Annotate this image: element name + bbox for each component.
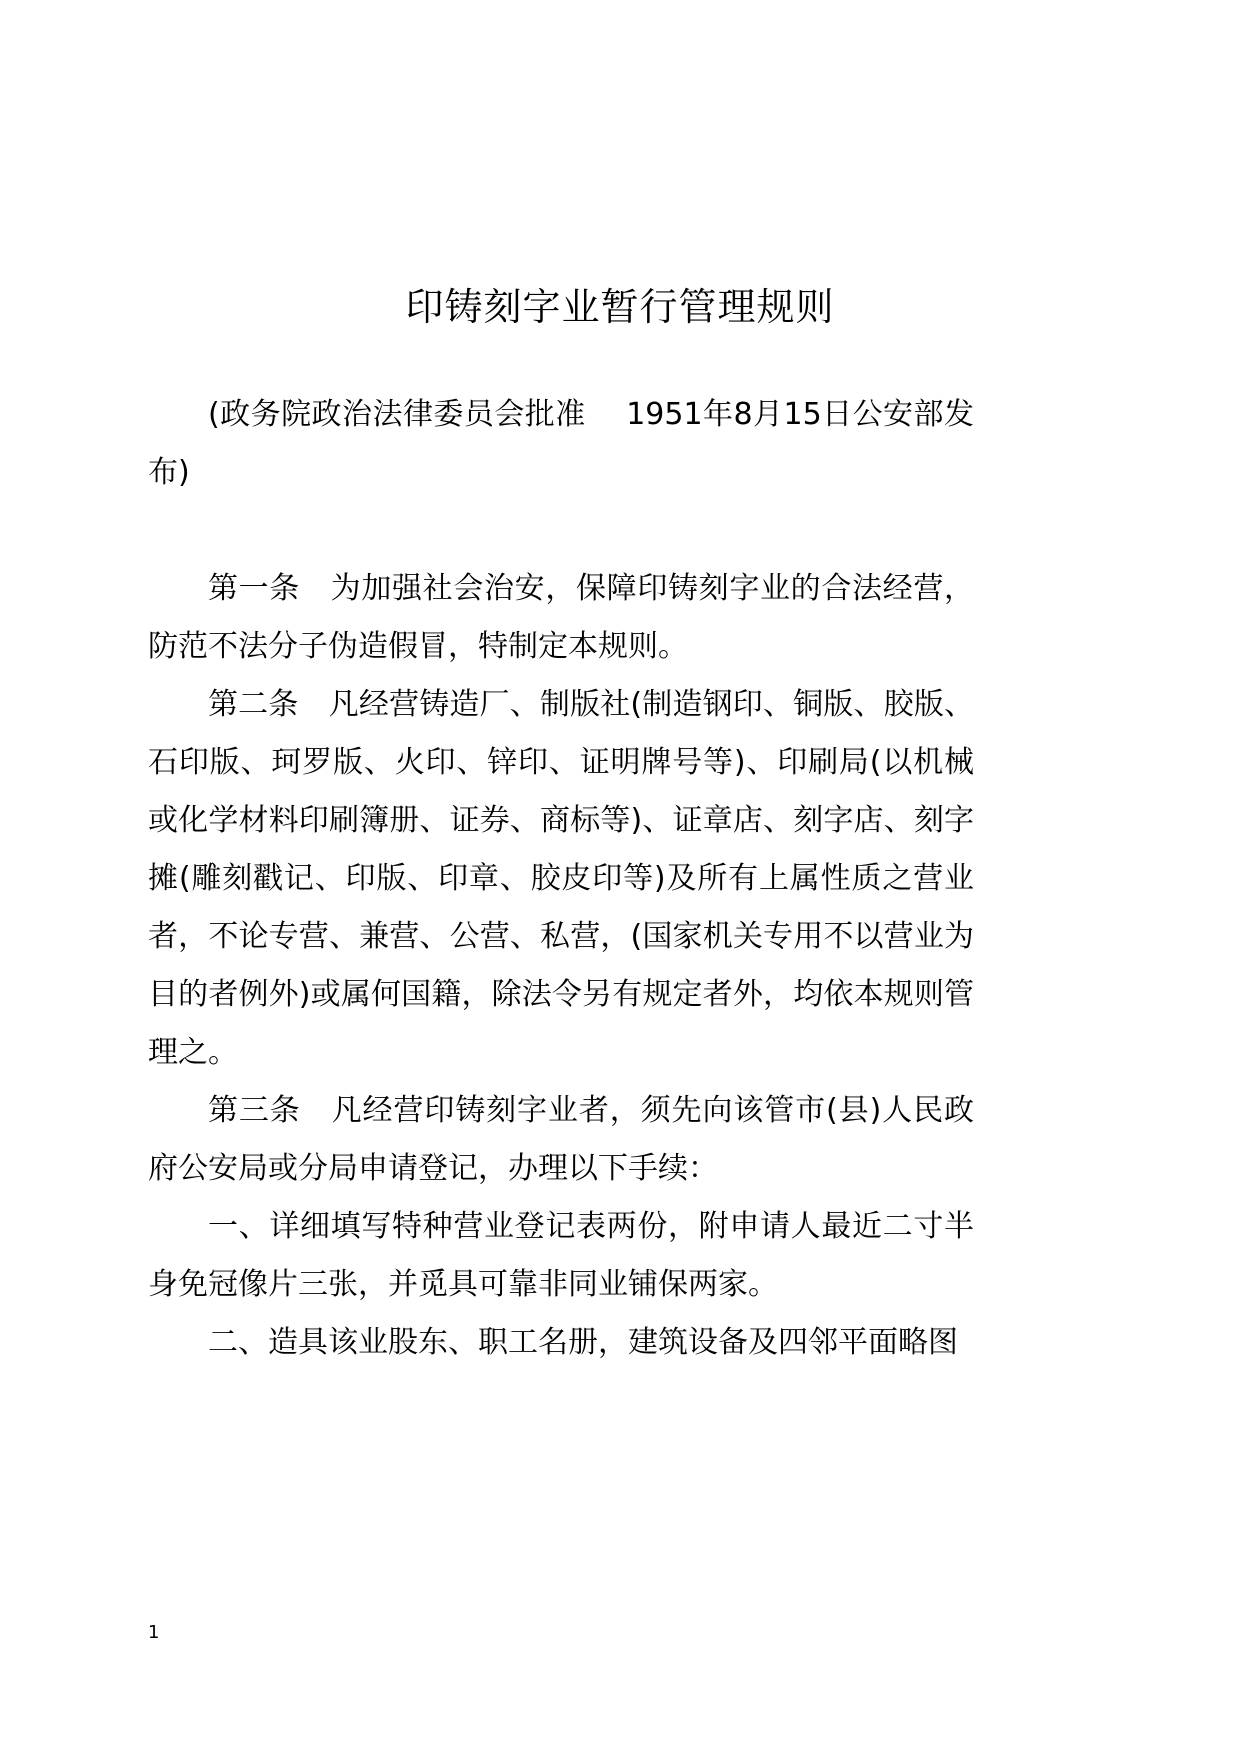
text-line: 二、造具该业股东、职工名册，建筑设备及四邻平面略图 xyxy=(208,1325,958,1360)
paragraph-article-1 xyxy=(148,560,974,676)
text-line: 理之。 xyxy=(148,1035,238,1070)
paragraph-item-2 xyxy=(148,1314,974,1372)
paragraph-item-1 xyxy=(148,1198,974,1314)
paragraph-article-3 xyxy=(148,1082,974,1198)
document-title: 印铸刻字业暂行管理规则 xyxy=(405,285,835,329)
text-line: 防范不法分子伪造假冒，特制定本规则。 xyxy=(148,629,688,664)
text-line: 石印版、珂罗版、火印、锌印、证明牌号等)、印刷局(以机械 xyxy=(148,745,974,780)
text-line: 布) xyxy=(148,455,190,490)
page-number: 1 xyxy=(148,1622,160,1643)
paragraph-approval-note xyxy=(148,386,974,502)
paragraph-article-2 xyxy=(148,676,974,1082)
text-line: 第三条 凡经营印铸刻字业者，须先向该管市(县)人民政 xyxy=(208,1093,974,1128)
text-line: 身免冠像片三张，并觅具可靠非同业铺保两家。 xyxy=(148,1267,778,1302)
text-line: 第二条 凡经营铸造厂、制版社(制造钢印、铜版、胶版、 xyxy=(208,687,974,722)
text-line: 府公安局或分局申请登记，办理以下手续： xyxy=(148,1151,718,1186)
text-line: 一、详细填写特种营业登记表两份，附申请人最近二寸半 xyxy=(208,1209,974,1244)
text-line: 摊(雕刻戳记、印版、印章、胶皮印等)及所有上属性质之营业 xyxy=(148,861,974,896)
text-line: 者，不论专营、兼营、公营、私营，(国家机关专用不以营业为 xyxy=(148,919,974,954)
text-line: (政务院政治法律委员会批准 1951年8月15日公安部发 xyxy=(208,397,974,432)
text-line: 第一条 为加强社会治安，保障印铸刻字业的合法经营， xyxy=(208,571,974,606)
text-line: 目的者例外)或属何国籍，除法令另有规定者外，均依本规则管 xyxy=(148,977,974,1012)
text-line: 或化学材料印刷簿册、证券、商标等)、证章店、刻字店、刻字 xyxy=(148,803,974,838)
